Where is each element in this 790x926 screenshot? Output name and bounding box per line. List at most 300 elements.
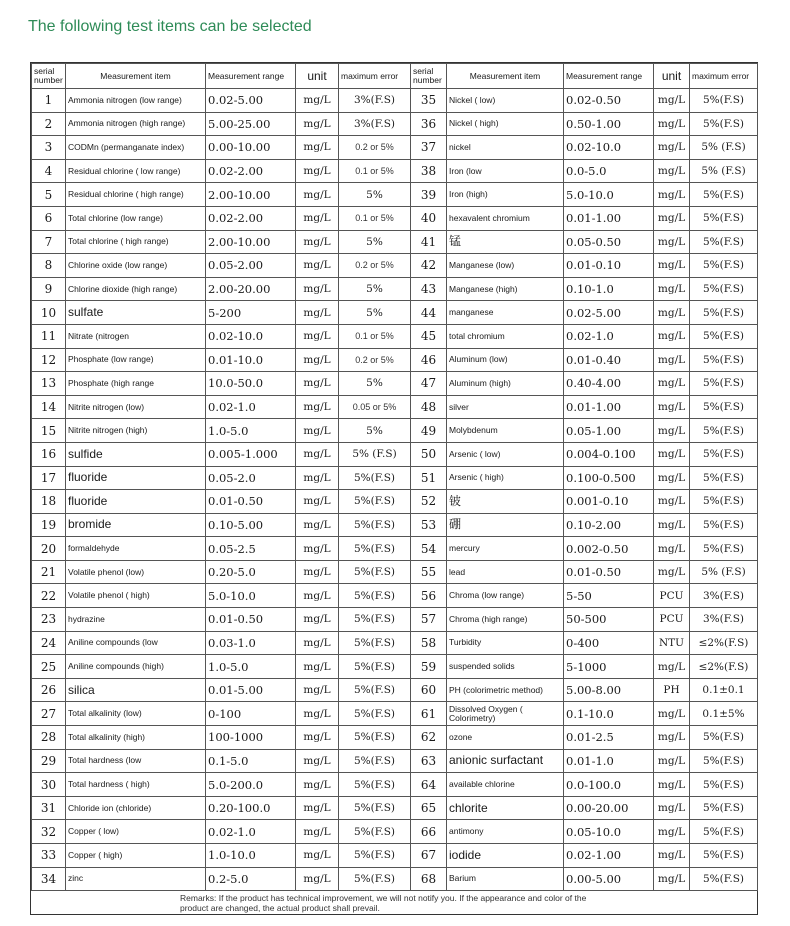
serial-number: 4: [32, 159, 66, 183]
maximum-error: 5%(F.S): [690, 112, 758, 136]
measurement-item: CODMn (permanganate index): [66, 136, 206, 160]
serial-number: 23: [32, 608, 66, 632]
unit-cell: mg/L: [654, 395, 690, 419]
unit-cell: mg/L: [654, 419, 690, 443]
unit-cell: mg/L: [296, 136, 339, 160]
serial-number: 51: [411, 466, 447, 490]
measurement-range: 0.01-0.10: [564, 254, 654, 278]
header-error-right: maximum error: [690, 64, 758, 89]
measurement-item: suspended solids: [447, 655, 564, 679]
measurement-item: Phosphate (high range: [66, 372, 206, 396]
measurement-item: Phosphate (low range): [66, 348, 206, 372]
measurement-range: 0.02-5.00: [564, 301, 654, 325]
unit-cell: mg/L: [654, 183, 690, 207]
table-row: [32, 159, 758, 183]
table-row: [32, 301, 758, 325]
measurement-range: 0.00-10.00: [206, 136, 296, 160]
table-row: [32, 655, 758, 679]
maximum-error: 5%(F.S): [690, 513, 758, 537]
unit-cell: mg/L: [654, 655, 690, 679]
unit-cell: mg/L: [296, 726, 339, 750]
measurement-range: 0.10-5.00: [206, 513, 296, 537]
measurement-range: 0.10-1.0: [564, 277, 654, 301]
measurement-item: Total chlorine ( high range): [66, 230, 206, 254]
measurement-item: Total hardness (low: [66, 749, 206, 773]
serial-number: 50: [411, 442, 447, 466]
measurement-range: 50-500: [564, 608, 654, 632]
serial-number: 37: [411, 136, 447, 160]
measurement-range: 0.00-5.00: [564, 867, 654, 891]
measurement-range: 0.05-1.00: [564, 419, 654, 443]
maximum-error: 5%(F.S): [339, 726, 411, 750]
maximum-error: 5%(F.S): [690, 324, 758, 348]
measurement-range: 0.01-10.0: [206, 348, 296, 372]
measurement-range: 0.01-2.5: [564, 726, 654, 750]
serial-number: 34: [32, 867, 66, 891]
table-row: [32, 466, 758, 490]
serial-number: 35: [411, 89, 447, 113]
serial-number: 54: [411, 537, 447, 561]
serial-number: 3: [32, 136, 66, 160]
serial-number: 10: [32, 301, 66, 325]
measurement-range: 0.005-1.000: [206, 442, 296, 466]
unit-cell: mg/L: [654, 372, 690, 396]
serial-number: 28: [32, 726, 66, 750]
maximum-error: 5%(F.S): [339, 702, 411, 726]
measurement-item: Aluminum (high): [447, 372, 564, 396]
measurement-range: 0.2-5.0: [206, 867, 296, 891]
serial-number: 11: [32, 324, 66, 348]
measurement-item: formaldehyde: [66, 537, 206, 561]
unit-cell: mg/L: [654, 560, 690, 584]
table-row: [32, 348, 758, 372]
serial-number: 36: [411, 112, 447, 136]
measurement-item: fluoride: [66, 490, 206, 514]
serial-number: 62: [411, 726, 447, 750]
maximum-error: 0.2 or 5%: [339, 136, 411, 160]
unit-cell: mg/L: [654, 230, 690, 254]
measurement-item: Iron (low: [447, 159, 564, 183]
maximum-error: 5%(F.S): [339, 513, 411, 537]
serial-number: 53: [411, 513, 447, 537]
measurement-item: Volatile phenol (low): [66, 560, 206, 584]
serial-number: 5: [32, 183, 66, 207]
measurement-range: 0.1-10.0: [564, 702, 654, 726]
unit-cell: mg/L: [654, 277, 690, 301]
unit-cell: mg/L: [296, 324, 339, 348]
measurement-item: available chlorine: [447, 773, 564, 797]
measurement-item: Chlorine oxide (low range): [66, 254, 206, 278]
measurement-range: 0.02-0.50: [564, 89, 654, 113]
table-row: [32, 584, 758, 608]
measurement-item: Total alkalinity (high): [66, 726, 206, 750]
serial-number: 65: [411, 796, 447, 820]
serial-number: 24: [32, 631, 66, 655]
serial-number: 27: [32, 702, 66, 726]
table-row: [32, 442, 758, 466]
measurement-range: 0.00-20.00: [564, 796, 654, 820]
maximum-error: 5%: [339, 372, 411, 396]
unit-cell: mg/L: [654, 820, 690, 844]
serial-number: 48: [411, 395, 447, 419]
measurement-item: sulfate: [66, 301, 206, 325]
table-body: [32, 89, 758, 891]
serial-number: 57: [411, 608, 447, 632]
measurement-item: Aniline compounds (low: [66, 631, 206, 655]
measurement-item: Volatile phenol ( high): [66, 584, 206, 608]
measurement-range: 0.001-0.10: [564, 490, 654, 514]
maximum-error: 3%(F.S): [339, 89, 411, 113]
measurement-range: 2.00-20.00: [206, 277, 296, 301]
header-range-right: Measurement range: [564, 64, 654, 89]
maximum-error: 5%(F.S): [339, 655, 411, 679]
unit-cell: mg/L: [296, 206, 339, 230]
unit-cell: mg/L: [654, 159, 690, 183]
serial-number: 2: [32, 112, 66, 136]
measurement-item: PH (colorimetric method): [447, 678, 564, 702]
measurement-range: 0.002-0.50: [564, 537, 654, 561]
measurement-range: 0.05-10.0: [564, 820, 654, 844]
measurement-item: Manganese (low): [447, 254, 564, 278]
unit-cell: mg/L: [654, 466, 690, 490]
unit-cell: mg/L: [296, 301, 339, 325]
maximum-error: 5%(F.S): [690, 277, 758, 301]
measurement-range: 0.01-0.50: [564, 560, 654, 584]
measurement-range: 5.00-25.00: [206, 112, 296, 136]
measurement-range: 0.40-4.00: [564, 372, 654, 396]
measurement-item: sulfide: [66, 442, 206, 466]
serial-number: 56: [411, 584, 447, 608]
unit-cell: mg/L: [296, 655, 339, 679]
measurement-range: 0.0-5.0: [564, 159, 654, 183]
table-row: [32, 773, 758, 797]
serial-number: 68: [411, 867, 447, 891]
table-row: [32, 183, 758, 207]
measurement-range: 0.02-1.00: [564, 844, 654, 868]
maximum-error: 5%(F.S): [690, 726, 758, 750]
measurement-range: 0.0-100.0: [564, 773, 654, 797]
measurement-range: 0.01-5.00: [206, 678, 296, 702]
measurement-range: 0.50-1.00: [564, 112, 654, 136]
unit-cell: mg/L: [654, 136, 690, 160]
measurement-item: Manganese (high): [447, 277, 564, 301]
measurement-item: Aluminum (low): [447, 348, 564, 372]
measurement-item: Chroma (low range): [447, 584, 564, 608]
serial-number: 42: [411, 254, 447, 278]
maximum-error: 5%(F.S): [690, 301, 758, 325]
table-row: [32, 867, 758, 891]
maximum-error: 5%(F.S): [690, 183, 758, 207]
maximum-error: 5% (F.S): [339, 442, 411, 466]
serial-number: 12: [32, 348, 66, 372]
table-row: [32, 631, 758, 655]
maximum-error: 5%(F.S): [690, 749, 758, 773]
measurement-range: 0.02-2.00: [206, 206, 296, 230]
measurement-item: Nitrate (nitrogen: [66, 324, 206, 348]
measurement-item: Arsenic ( low): [447, 442, 564, 466]
measurement-range: 0.05-2.5: [206, 537, 296, 561]
maximum-error: 5%(F.S): [339, 560, 411, 584]
measurement-item: Ammonia nitrogen (high range): [66, 112, 206, 136]
maximum-error: 5%(F.S): [339, 796, 411, 820]
unit-cell: mg/L: [296, 820, 339, 844]
unit-cell: mg/L: [654, 702, 690, 726]
measurement-range: 1.0-5.0: [206, 655, 296, 679]
maximum-error: 5%(F.S): [339, 773, 411, 797]
measurement-range: 2.00-10.00: [206, 183, 296, 207]
measurement-item: total chromium: [447, 324, 564, 348]
header-item-left: Measurement item: [66, 64, 206, 89]
serial-number: 7: [32, 230, 66, 254]
unit-cell: mg/L: [654, 844, 690, 868]
unit-cell: mg/L: [296, 183, 339, 207]
table-row: [32, 136, 758, 160]
serial-number: 40: [411, 206, 447, 230]
serial-number: 22: [32, 584, 66, 608]
unit-cell: mg/L: [296, 89, 339, 113]
unit-cell: mg/L: [296, 419, 339, 443]
table-row: [32, 702, 758, 726]
maximum-error: 3%(F.S): [690, 584, 758, 608]
unit-cell: mg/L: [296, 773, 339, 797]
serial-number: 16: [32, 442, 66, 466]
table-row: [32, 230, 758, 254]
serial-number: 60: [411, 678, 447, 702]
unit-cell: mg/L: [654, 796, 690, 820]
maximum-error: 5%(F.S): [690, 230, 758, 254]
serial-number: 33: [32, 844, 66, 868]
measurement-item: Residual chlorine ( low range): [66, 159, 206, 183]
unit-cell: mg/L: [296, 277, 339, 301]
table-row: [32, 844, 758, 868]
table-row: [32, 820, 758, 844]
measurement-item: Total hardness ( high): [66, 773, 206, 797]
unit-cell: mg/L: [296, 490, 339, 514]
measurement-range: 0.100-0.500: [564, 466, 654, 490]
serial-number: 19: [32, 513, 66, 537]
unit-cell: mg/L: [296, 702, 339, 726]
serial-number: 44: [411, 301, 447, 325]
maximum-error: 5%(F.S): [690, 820, 758, 844]
test-items-frame: [30, 62, 758, 915]
measurement-item: Nickel ( high): [447, 112, 564, 136]
measurement-item: zinc: [66, 867, 206, 891]
maximum-error: 5%(F.S): [690, 844, 758, 868]
header-unit-right: unit: [654, 64, 690, 89]
maximum-error: 5%(F.S): [690, 490, 758, 514]
maximum-error: 5%(F.S): [690, 466, 758, 490]
unit-cell: PH: [654, 678, 690, 702]
serial-number: 13: [32, 372, 66, 396]
measurement-range: 0.02-5.00: [206, 89, 296, 113]
table-row: [32, 277, 758, 301]
measurement-range: 0.03-1.0: [206, 631, 296, 655]
unit-cell: mg/L: [654, 348, 690, 372]
header-error-left: maximum error: [339, 64, 411, 89]
measurement-item: Barium: [447, 867, 564, 891]
measurement-range: 0-100: [206, 702, 296, 726]
measurement-range: 0.02-10.0: [564, 136, 654, 160]
unit-cell: mg/L: [296, 796, 339, 820]
maximum-error: 5%(F.S): [690, 442, 758, 466]
measurement-item: Residual chlorine ( high range): [66, 183, 206, 207]
measurement-item: Nickel ( low): [447, 89, 564, 113]
maximum-error: 3%(F.S): [339, 112, 411, 136]
serial-number: 41: [411, 230, 447, 254]
measurement-range: 0.01-0.50: [206, 608, 296, 632]
unit-cell: mg/L: [654, 112, 690, 136]
maximum-error: 5%(F.S): [690, 395, 758, 419]
serial-number: 31: [32, 796, 66, 820]
measurement-range: 0.01-1.00: [564, 206, 654, 230]
unit-cell: mg/L: [654, 726, 690, 750]
maximum-error: ≤2%(F.S): [690, 655, 758, 679]
table-row: [32, 537, 758, 561]
serial-number: 1: [32, 89, 66, 113]
measurement-range: 5.0-200.0: [206, 773, 296, 797]
measurement-item: fluoride: [66, 466, 206, 490]
maximum-error: 0.2 or 5%: [339, 348, 411, 372]
table-row: [32, 513, 758, 537]
maximum-error: 5%(F.S): [339, 678, 411, 702]
measurement-range: 5.00-8.00: [564, 678, 654, 702]
measurement-item: lead: [447, 560, 564, 584]
maximum-error: 5% (F.S): [690, 560, 758, 584]
maximum-error: 5%(F.S): [690, 773, 758, 797]
remarks-note: Remarks: If the product has technical improvement, we will not notify you. If the appearance and color of the product are changed, the actual product shall prevail.: [180, 893, 587, 913]
unit-cell: mg/L: [296, 348, 339, 372]
unit-cell: mg/L: [296, 254, 339, 278]
unit-cell: mg/L: [654, 537, 690, 561]
measurement-item: Nitrite nitrogen (high): [66, 419, 206, 443]
maximum-error: 5% (F.S): [690, 159, 758, 183]
measurement-range: 0.02-1.0: [206, 395, 296, 419]
serial-number: 67: [411, 844, 447, 868]
table-row: [32, 560, 758, 584]
maximum-error: 5%: [339, 277, 411, 301]
table-row: [32, 608, 758, 632]
serial-number: 30: [32, 773, 66, 797]
maximum-error: 5%: [339, 183, 411, 207]
table-row: [32, 89, 758, 113]
unit-cell: mg/L: [654, 206, 690, 230]
measurement-range: 100-1000: [206, 726, 296, 750]
table-header-row: [32, 64, 758, 89]
maximum-error: 5%(F.S): [339, 631, 411, 655]
measurement-item: mercury: [447, 537, 564, 561]
serial-number: 9: [32, 277, 66, 301]
measurement-range: 0.20-5.0: [206, 560, 296, 584]
serial-number: 64: [411, 773, 447, 797]
maximum-error: 3%(F.S): [690, 608, 758, 632]
measurement-range: 5-50: [564, 584, 654, 608]
measurement-range: 5.0-10.0: [564, 183, 654, 207]
unit-cell: mg/L: [296, 537, 339, 561]
maximum-error: 5%(F.S): [690, 89, 758, 113]
table-row: [32, 206, 758, 230]
measurement-item: Total alkalinity (low): [66, 702, 206, 726]
maximum-error: 5%(F.S): [339, 844, 411, 868]
unit-cell: mg/L: [654, 867, 690, 891]
measurement-item: iodide: [447, 844, 564, 868]
serial-number: 39: [411, 183, 447, 207]
unit-cell: mg/L: [654, 254, 690, 278]
measurement-range: 1.0-10.0: [206, 844, 296, 868]
serial-number: 21: [32, 560, 66, 584]
unit-cell: mg/L: [296, 466, 339, 490]
serial-number: 15: [32, 419, 66, 443]
maximum-error: 0.1±5%: [690, 702, 758, 726]
unit-cell: mg/L: [296, 513, 339, 537]
measurement-item: Arsenic ( high): [447, 466, 564, 490]
maximum-error: 5%(F.S): [690, 419, 758, 443]
maximum-error: 5%: [339, 419, 411, 443]
measurement-item: hexavalent chromium: [447, 206, 564, 230]
table-row: [32, 372, 758, 396]
serial-number: 66: [411, 820, 447, 844]
maximum-error: 0.1 or 5%: [339, 159, 411, 183]
measurement-range: 0.20-100.0: [206, 796, 296, 820]
measurement-range: 0.004-0.100: [564, 442, 654, 466]
unit-cell: mg/L: [296, 584, 339, 608]
measurement-item: nickel: [447, 136, 564, 160]
maximum-error: 5%(F.S): [339, 608, 411, 632]
serial-number: 55: [411, 560, 447, 584]
serial-number: 14: [32, 395, 66, 419]
measurement-item: Nitrite nitrogen (low): [66, 395, 206, 419]
serial-number: 63: [411, 749, 447, 773]
header-serial-right: serial number: [411, 64, 447, 89]
maximum-error: 5%(F.S): [690, 537, 758, 561]
maximum-error: 0.1 or 5%: [339, 206, 411, 230]
measurement-item: Turbidity: [447, 631, 564, 655]
measurement-item: Chloride ion (chloride): [66, 796, 206, 820]
unit-cell: mg/L: [654, 749, 690, 773]
serial-number: 59: [411, 655, 447, 679]
maximum-error: 5% (F.S): [690, 136, 758, 160]
serial-number: 26: [32, 678, 66, 702]
measurement-item: Copper ( low): [66, 820, 206, 844]
measurement-range: 0.02-1.0: [206, 820, 296, 844]
maximum-error: 5%(F.S): [690, 796, 758, 820]
serial-number: 8: [32, 254, 66, 278]
measurement-item: Copper ( high): [66, 844, 206, 868]
maximum-error: 5%(F.S): [339, 466, 411, 490]
unit-cell: mg/L: [296, 230, 339, 254]
measurement-range: 2.00-10.00: [206, 230, 296, 254]
maximum-error: 5%(F.S): [339, 490, 411, 514]
table-row: [32, 796, 758, 820]
header-serial-left: serial number: [32, 64, 66, 89]
table-row: [32, 112, 758, 136]
header-range-left: Measurement range: [206, 64, 296, 89]
maximum-error: 0.1±0.1: [690, 678, 758, 702]
serial-number: 6: [32, 206, 66, 230]
measurement-item: silver: [447, 395, 564, 419]
unit-cell: mg/L: [654, 442, 690, 466]
unit-cell: mg/L: [654, 324, 690, 348]
unit-cell: mg/L: [296, 112, 339, 136]
table-row: [32, 678, 758, 702]
measurement-item: anionic surfactant: [447, 749, 564, 773]
unit-cell: mg/L: [296, 395, 339, 419]
measurement-item: 铍: [447, 490, 564, 514]
unit-cell: mg/L: [654, 89, 690, 113]
maximum-error: 5%(F.S): [339, 867, 411, 891]
serial-number: 49: [411, 419, 447, 443]
measurement-item: Chlorine dioxide (high range): [66, 277, 206, 301]
maximum-error: 5%(F.S): [339, 820, 411, 844]
